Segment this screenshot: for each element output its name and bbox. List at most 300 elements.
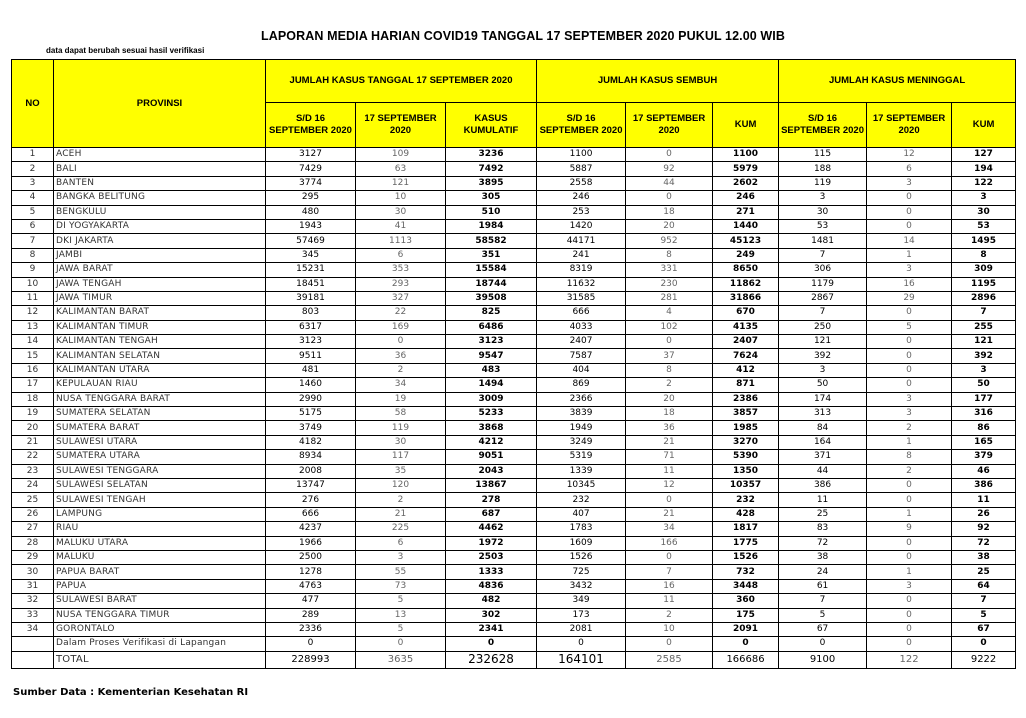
table-row xyxy=(12,148,1016,162)
header-group-deaths: JUMLAH KASUS MENINGGAL xyxy=(779,60,1016,103)
cell-value: 16 xyxy=(867,277,952,291)
cell-value: 6 xyxy=(356,248,446,262)
cell-value: 3127 xyxy=(266,148,356,162)
cell-value: 666 xyxy=(537,306,626,320)
header-no: NO xyxy=(12,60,54,148)
cell-value: 41 xyxy=(356,219,446,233)
cell-value: 295 xyxy=(266,191,356,205)
cell-value: 0 xyxy=(867,205,952,219)
cell-value: 7429 xyxy=(266,162,356,176)
cell-value: 72 xyxy=(952,536,1016,550)
cell-value: 306 xyxy=(779,263,867,277)
cell-value: 53 xyxy=(779,219,867,233)
cell-value: 3236 xyxy=(446,148,537,162)
province-name: GORONTALO xyxy=(54,622,266,636)
cell-value: 360 xyxy=(713,594,779,608)
cell-value: 102 xyxy=(626,320,713,334)
cell-value: 1278 xyxy=(266,565,356,579)
cell-value: 2500 xyxy=(266,550,356,564)
cell-value: 169 xyxy=(356,320,446,334)
province-name: SUMATERA BARAT xyxy=(54,421,266,435)
cell-value: 1943 xyxy=(266,219,356,233)
cell-value: 0 xyxy=(626,335,713,349)
cell-value: 10 xyxy=(356,191,446,205)
cell-value: 4237 xyxy=(266,522,356,536)
cell-value: 2 xyxy=(626,378,713,392)
cell-value: 392 xyxy=(952,349,1016,363)
cell-value: 164 xyxy=(779,435,867,449)
table-row xyxy=(12,277,1016,291)
province-name: JAWA TENGAH xyxy=(54,277,266,291)
cell-value: 2008 xyxy=(266,464,356,478)
cell-value: 1949 xyxy=(537,421,626,435)
header-sub: S/D 16 SEPTEMBER 2020 xyxy=(537,103,626,148)
cell-value: 7 xyxy=(779,306,867,320)
cell-value: 305 xyxy=(446,191,537,205)
cell-value: 3 xyxy=(356,550,446,564)
cell-value: 4462 xyxy=(446,522,537,536)
header-sub: 17 SEPTEMBER 2020 xyxy=(356,103,446,148)
row-number: 16 xyxy=(12,363,54,377)
cell-value: 5979 xyxy=(713,162,779,176)
row-number: 6 xyxy=(12,219,54,233)
cell-value: 5887 xyxy=(537,162,626,176)
cell-value: 293 xyxy=(356,277,446,291)
cell-value: 278 xyxy=(446,493,537,507)
cell-value: 7587 xyxy=(537,349,626,363)
row-number: 25 xyxy=(12,493,54,507)
row-number: 7 xyxy=(12,234,54,248)
province-name: BANGKA BELITUNG xyxy=(54,191,266,205)
cell-value: 12 xyxy=(626,478,713,492)
total-value: 2585 xyxy=(626,651,713,668)
cell-value: 276 xyxy=(266,493,356,507)
cell-value: 2503 xyxy=(446,550,537,564)
cell-value: 0 xyxy=(867,550,952,564)
cell-value: 92 xyxy=(952,522,1016,536)
cell-value: 20 xyxy=(626,219,713,233)
cell-value: 0 xyxy=(779,637,867,651)
province-name: NUSA TENGGARA TIMUR xyxy=(54,608,266,622)
cell-value: 1113 xyxy=(356,234,446,248)
cell-value: 309 xyxy=(952,263,1016,277)
cell-value: 1783 xyxy=(537,522,626,536)
row-number: 13 xyxy=(12,320,54,334)
province-name: BALI xyxy=(54,162,266,176)
cell-value: 480 xyxy=(266,205,356,219)
province-name: SULAWESI TENGAH xyxy=(54,493,266,507)
cell-value: 30 xyxy=(779,205,867,219)
cell-value: 92 xyxy=(626,162,713,176)
cell-value: 44 xyxy=(779,464,867,478)
total-value: 9222 xyxy=(952,651,1016,668)
cell-value: 121 xyxy=(356,176,446,190)
cell-value: 232 xyxy=(537,493,626,507)
province-name: SULAWESI BARAT xyxy=(54,594,266,608)
table-row xyxy=(12,349,1016,363)
cell-value: 3 xyxy=(867,392,952,406)
cell-value: 7 xyxy=(952,594,1016,608)
cell-value: 61 xyxy=(779,579,867,593)
cell-value: 0 xyxy=(867,493,952,507)
cell-value: 8 xyxy=(626,248,713,262)
cell-value: 1179 xyxy=(779,277,867,291)
cell-value: 38 xyxy=(952,550,1016,564)
table-row xyxy=(12,320,1016,334)
province-name: SUMATERA UTARA xyxy=(54,450,266,464)
cell-value: 20 xyxy=(626,392,713,406)
cell-value: 869 xyxy=(537,378,626,392)
cell-value: 803 xyxy=(266,306,356,320)
cell-value: 253 xyxy=(537,205,626,219)
cell-value: 1 xyxy=(867,435,952,449)
cell-value: 1 xyxy=(867,507,952,521)
cell-value: 666 xyxy=(266,507,356,521)
cell-value: 1420 xyxy=(537,219,626,233)
row-number: 29 xyxy=(12,550,54,564)
cell-value: 246 xyxy=(713,191,779,205)
cell-value: 36 xyxy=(356,349,446,363)
cell-value: 10357 xyxy=(713,478,779,492)
cell-value: 8319 xyxy=(537,263,626,277)
row-number: 27 xyxy=(12,522,54,536)
row-number: 9 xyxy=(12,263,54,277)
cell-value: 13 xyxy=(356,608,446,622)
cell-value: 0 xyxy=(626,148,713,162)
row-number: 17 xyxy=(12,378,54,392)
header-sub: KUM xyxy=(952,103,1016,148)
table-row xyxy=(12,608,1016,622)
row-number: 18 xyxy=(12,392,54,406)
cell-value: 0 xyxy=(713,637,779,651)
cell-value: 29 xyxy=(867,291,952,305)
cell-value: 2558 xyxy=(537,176,626,190)
cell-value: 1100 xyxy=(713,148,779,162)
cell-value: 230 xyxy=(626,277,713,291)
row-number: 11 xyxy=(12,291,54,305)
cell-value: 73 xyxy=(356,579,446,593)
cell-value: 18451 xyxy=(266,277,356,291)
row-number: 28 xyxy=(12,536,54,550)
cell-value: 3774 xyxy=(266,176,356,190)
report-title: LAPORAN MEDIA HARIAN COVID19 TANGGAL 17 SEPTEMBER 2020 PUKUL 12.00 WIB xyxy=(261,29,785,43)
total-value: 122 xyxy=(867,651,952,668)
cell-value: 0 xyxy=(867,594,952,608)
cell-value: 22 xyxy=(356,306,446,320)
cell-value: 83 xyxy=(779,522,867,536)
table-row xyxy=(12,464,1016,478)
cell-value: 44 xyxy=(626,176,713,190)
table-row xyxy=(12,162,1016,176)
cell-value: 2366 xyxy=(537,392,626,406)
cell-value: 3749 xyxy=(266,421,356,435)
cell-value: 2602 xyxy=(713,176,779,190)
cell-value: 15231 xyxy=(266,263,356,277)
cell-value: 0 xyxy=(867,349,952,363)
table-row xyxy=(12,507,1016,521)
header-provinsi: PROVINSI xyxy=(54,60,266,148)
cell-value: 2 xyxy=(356,363,446,377)
cell-value: 31585 xyxy=(537,291,626,305)
header-sub: 17 SEPTEMBER 2020 xyxy=(867,103,952,148)
cell-value: 1775 xyxy=(713,536,779,550)
cell-value: 0 xyxy=(867,622,952,636)
cell-value: 10345 xyxy=(537,478,626,492)
cell-value: 64 xyxy=(952,579,1016,593)
row-number: 5 xyxy=(12,205,54,219)
cell-value: 46 xyxy=(952,464,1016,478)
cell-value: 86 xyxy=(952,421,1016,435)
cell-value: 26 xyxy=(952,507,1016,521)
cell-value: 6486 xyxy=(446,320,537,334)
cell-value: 3868 xyxy=(446,421,537,435)
header-sub: S/D 16 SEPTEMBER 2020 xyxy=(779,103,867,148)
row-number: 34 xyxy=(12,622,54,636)
cell-value: 3 xyxy=(867,176,952,190)
cell-value: 53 xyxy=(952,219,1016,233)
header-sub: KASUS KUMULATIF xyxy=(446,103,537,148)
table-row xyxy=(12,363,1016,377)
province-name: SUMATERA SELATAN xyxy=(54,407,266,421)
cell-value: 6317 xyxy=(266,320,356,334)
cell-value: 10 xyxy=(626,622,713,636)
cell-value: 1984 xyxy=(446,219,537,233)
cell-value: 24 xyxy=(779,565,867,579)
cell-value: 412 xyxy=(713,363,779,377)
province-name: JAWA TIMUR xyxy=(54,291,266,305)
cell-value: 38 xyxy=(779,550,867,564)
cell-value: 250 xyxy=(779,320,867,334)
cell-value: 127 xyxy=(952,148,1016,162)
cell-value: 2043 xyxy=(446,464,537,478)
cell-value: 2 xyxy=(626,608,713,622)
cell-value: 3 xyxy=(779,191,867,205)
cell-value: 2407 xyxy=(537,335,626,349)
cell-value: 5390 xyxy=(713,450,779,464)
cell-value: 21 xyxy=(626,435,713,449)
cell-value: 165 xyxy=(952,435,1016,449)
cell-value: 0 xyxy=(867,335,952,349)
row-number: 22 xyxy=(12,450,54,464)
province-name: LAMPUNG xyxy=(54,507,266,521)
cell-value: 8 xyxy=(867,450,952,464)
cell-value: 121 xyxy=(952,335,1016,349)
cell-value: 58582 xyxy=(446,234,537,248)
province-name: BENGKULU xyxy=(54,205,266,219)
cell-value: 302 xyxy=(446,608,537,622)
row-number: 19 xyxy=(12,407,54,421)
cell-value: 5 xyxy=(356,622,446,636)
total-value: 3635 xyxy=(356,651,446,668)
cell-value: 3 xyxy=(952,363,1016,377)
cell-value: 1526 xyxy=(713,550,779,564)
cell-value: 0 xyxy=(626,493,713,507)
cell-value: 7492 xyxy=(446,162,537,176)
cell-value: 477 xyxy=(266,594,356,608)
cell-value: 1 xyxy=(867,565,952,579)
cell-value: 15584 xyxy=(446,263,537,277)
cell-value: 5175 xyxy=(266,407,356,421)
cell-value: 18 xyxy=(626,205,713,219)
cell-value: 0 xyxy=(867,191,952,205)
cell-value: 25 xyxy=(952,565,1016,579)
cell-value: 50 xyxy=(779,378,867,392)
cell-value: 30 xyxy=(356,205,446,219)
cell-value: 9511 xyxy=(266,349,356,363)
cell-value: 16 xyxy=(626,579,713,593)
cell-value: 5319 xyxy=(537,450,626,464)
cell-value: 1526 xyxy=(537,550,626,564)
cell-value: 5233 xyxy=(446,407,537,421)
header-sub: KUM xyxy=(713,103,779,148)
cell-value: 39508 xyxy=(446,291,537,305)
province-name: PAPUA BARAT xyxy=(54,565,266,579)
cell-value: 0 xyxy=(867,363,952,377)
cell-value: 0 xyxy=(867,478,952,492)
row-number: 4 xyxy=(12,191,54,205)
cell-value: 371 xyxy=(779,450,867,464)
cell-value: 2896 xyxy=(952,291,1016,305)
cell-value: 687 xyxy=(446,507,537,521)
cell-value: 3249 xyxy=(537,435,626,449)
cell-value: 18744 xyxy=(446,277,537,291)
cell-value: 2 xyxy=(867,464,952,478)
cell-value: 39181 xyxy=(266,291,356,305)
cell-value: 3009 xyxy=(446,392,537,406)
cell-value: 175 xyxy=(713,608,779,622)
cell-value: 2081 xyxy=(537,622,626,636)
cell-value: 57469 xyxy=(266,234,356,248)
cell-value: 249 xyxy=(713,248,779,262)
cell-value: 31866 xyxy=(713,291,779,305)
province-name: Dalam Proses Verifikasi di Lapangan xyxy=(54,637,266,651)
table-row xyxy=(12,522,1016,536)
cell-value: 6 xyxy=(356,536,446,550)
row-number: 15 xyxy=(12,349,54,363)
cell-value: 2990 xyxy=(266,392,356,406)
cell-value: 2091 xyxy=(713,622,779,636)
cell-value: 871 xyxy=(713,378,779,392)
cell-value: 404 xyxy=(537,363,626,377)
cell-value: 11 xyxy=(952,493,1016,507)
cell-value: 7624 xyxy=(713,349,779,363)
cell-value: 2341 xyxy=(446,622,537,636)
table-row xyxy=(12,435,1016,449)
cell-value: 1460 xyxy=(266,378,356,392)
row-number xyxy=(12,637,54,651)
cell-value: 3 xyxy=(952,191,1016,205)
cell-value: 63 xyxy=(356,162,446,176)
province-name: RIAU xyxy=(54,522,266,536)
cell-value: 36 xyxy=(626,421,713,435)
cell-value: 3 xyxy=(867,579,952,593)
cell-value: 246 xyxy=(537,191,626,205)
cell-value: 386 xyxy=(952,478,1016,492)
province-name: JAWA BARAT xyxy=(54,263,266,277)
cell-value: 281 xyxy=(626,291,713,305)
cell-value: 5 xyxy=(779,608,867,622)
cell-value: 1100 xyxy=(537,148,626,162)
cell-value: 5 xyxy=(867,320,952,334)
cell-value: 177 xyxy=(952,392,1016,406)
cell-value: 4836 xyxy=(446,579,537,593)
cell-value: 1817 xyxy=(713,522,779,536)
cell-value: 9 xyxy=(867,522,952,536)
province-name: SULAWESI TENGGARA xyxy=(54,464,266,478)
cell-value: 353 xyxy=(356,263,446,277)
table-row xyxy=(12,291,1016,305)
row-number: 30 xyxy=(12,565,54,579)
cell-value: 0 xyxy=(952,637,1016,651)
row-number: 24 xyxy=(12,478,54,492)
row-number: 10 xyxy=(12,277,54,291)
table-row xyxy=(12,219,1016,233)
cell-value: 109 xyxy=(356,148,446,162)
cell-value: 732 xyxy=(713,565,779,579)
cell-value: 119 xyxy=(779,176,867,190)
cell-value: 2336 xyxy=(266,622,356,636)
cell-value: 120 xyxy=(356,478,446,492)
cell-value: 34 xyxy=(626,522,713,536)
table-row xyxy=(12,248,1016,262)
total-value: 232628 xyxy=(446,651,537,668)
cell-value: 349 xyxy=(537,594,626,608)
cell-value: 0 xyxy=(867,378,952,392)
cell-value: 122 xyxy=(952,176,1016,190)
table-row xyxy=(12,579,1016,593)
report-subtitle: data dapat berubah sesuai hasil verifikasi xyxy=(46,46,205,55)
cell-value: 25 xyxy=(779,507,867,521)
cell-value: 7 xyxy=(626,565,713,579)
province-name: DKI JAKARTA xyxy=(54,234,266,248)
cell-value: 0 xyxy=(356,335,446,349)
cell-value: 19 xyxy=(356,392,446,406)
cell-value: 1 xyxy=(867,248,952,262)
cell-value: 5 xyxy=(952,608,1016,622)
table-row xyxy=(12,205,1016,219)
table-body xyxy=(12,148,1016,669)
cell-value: 1609 xyxy=(537,536,626,550)
table-row xyxy=(12,421,1016,435)
cell-value: 30 xyxy=(952,205,1016,219)
province-name: KEPULAUAN RIAU xyxy=(54,378,266,392)
cell-value: 241 xyxy=(537,248,626,262)
cell-value: 428 xyxy=(713,507,779,521)
province-name: DI YOGYAKARTA xyxy=(54,219,266,233)
cell-value: 55 xyxy=(356,565,446,579)
cell-value: 2 xyxy=(867,421,952,435)
header-group-recovered: JUMLAH KASUS SEMBUH xyxy=(537,60,779,103)
cell-value: 7 xyxy=(952,306,1016,320)
province-name: PAPUA xyxy=(54,579,266,593)
cell-value: 67 xyxy=(952,622,1016,636)
cell-value: 2 xyxy=(356,493,446,507)
cell-value: 483 xyxy=(446,363,537,377)
total-value: 9100 xyxy=(779,651,867,668)
cell-value: 119 xyxy=(356,421,446,435)
cell-value: 351 xyxy=(446,248,537,262)
cell-value: 0 xyxy=(626,550,713,564)
cell-value: 4 xyxy=(626,306,713,320)
cell-value: 3270 xyxy=(713,435,779,449)
total-value: 228993 xyxy=(266,651,356,668)
total-label: TOTAL xyxy=(54,651,266,668)
row-number: 12 xyxy=(12,306,54,320)
cell-value: 0 xyxy=(626,637,713,651)
cell-value: 14 xyxy=(867,234,952,248)
cell-value: 194 xyxy=(952,162,1016,176)
row-number: 14 xyxy=(12,335,54,349)
